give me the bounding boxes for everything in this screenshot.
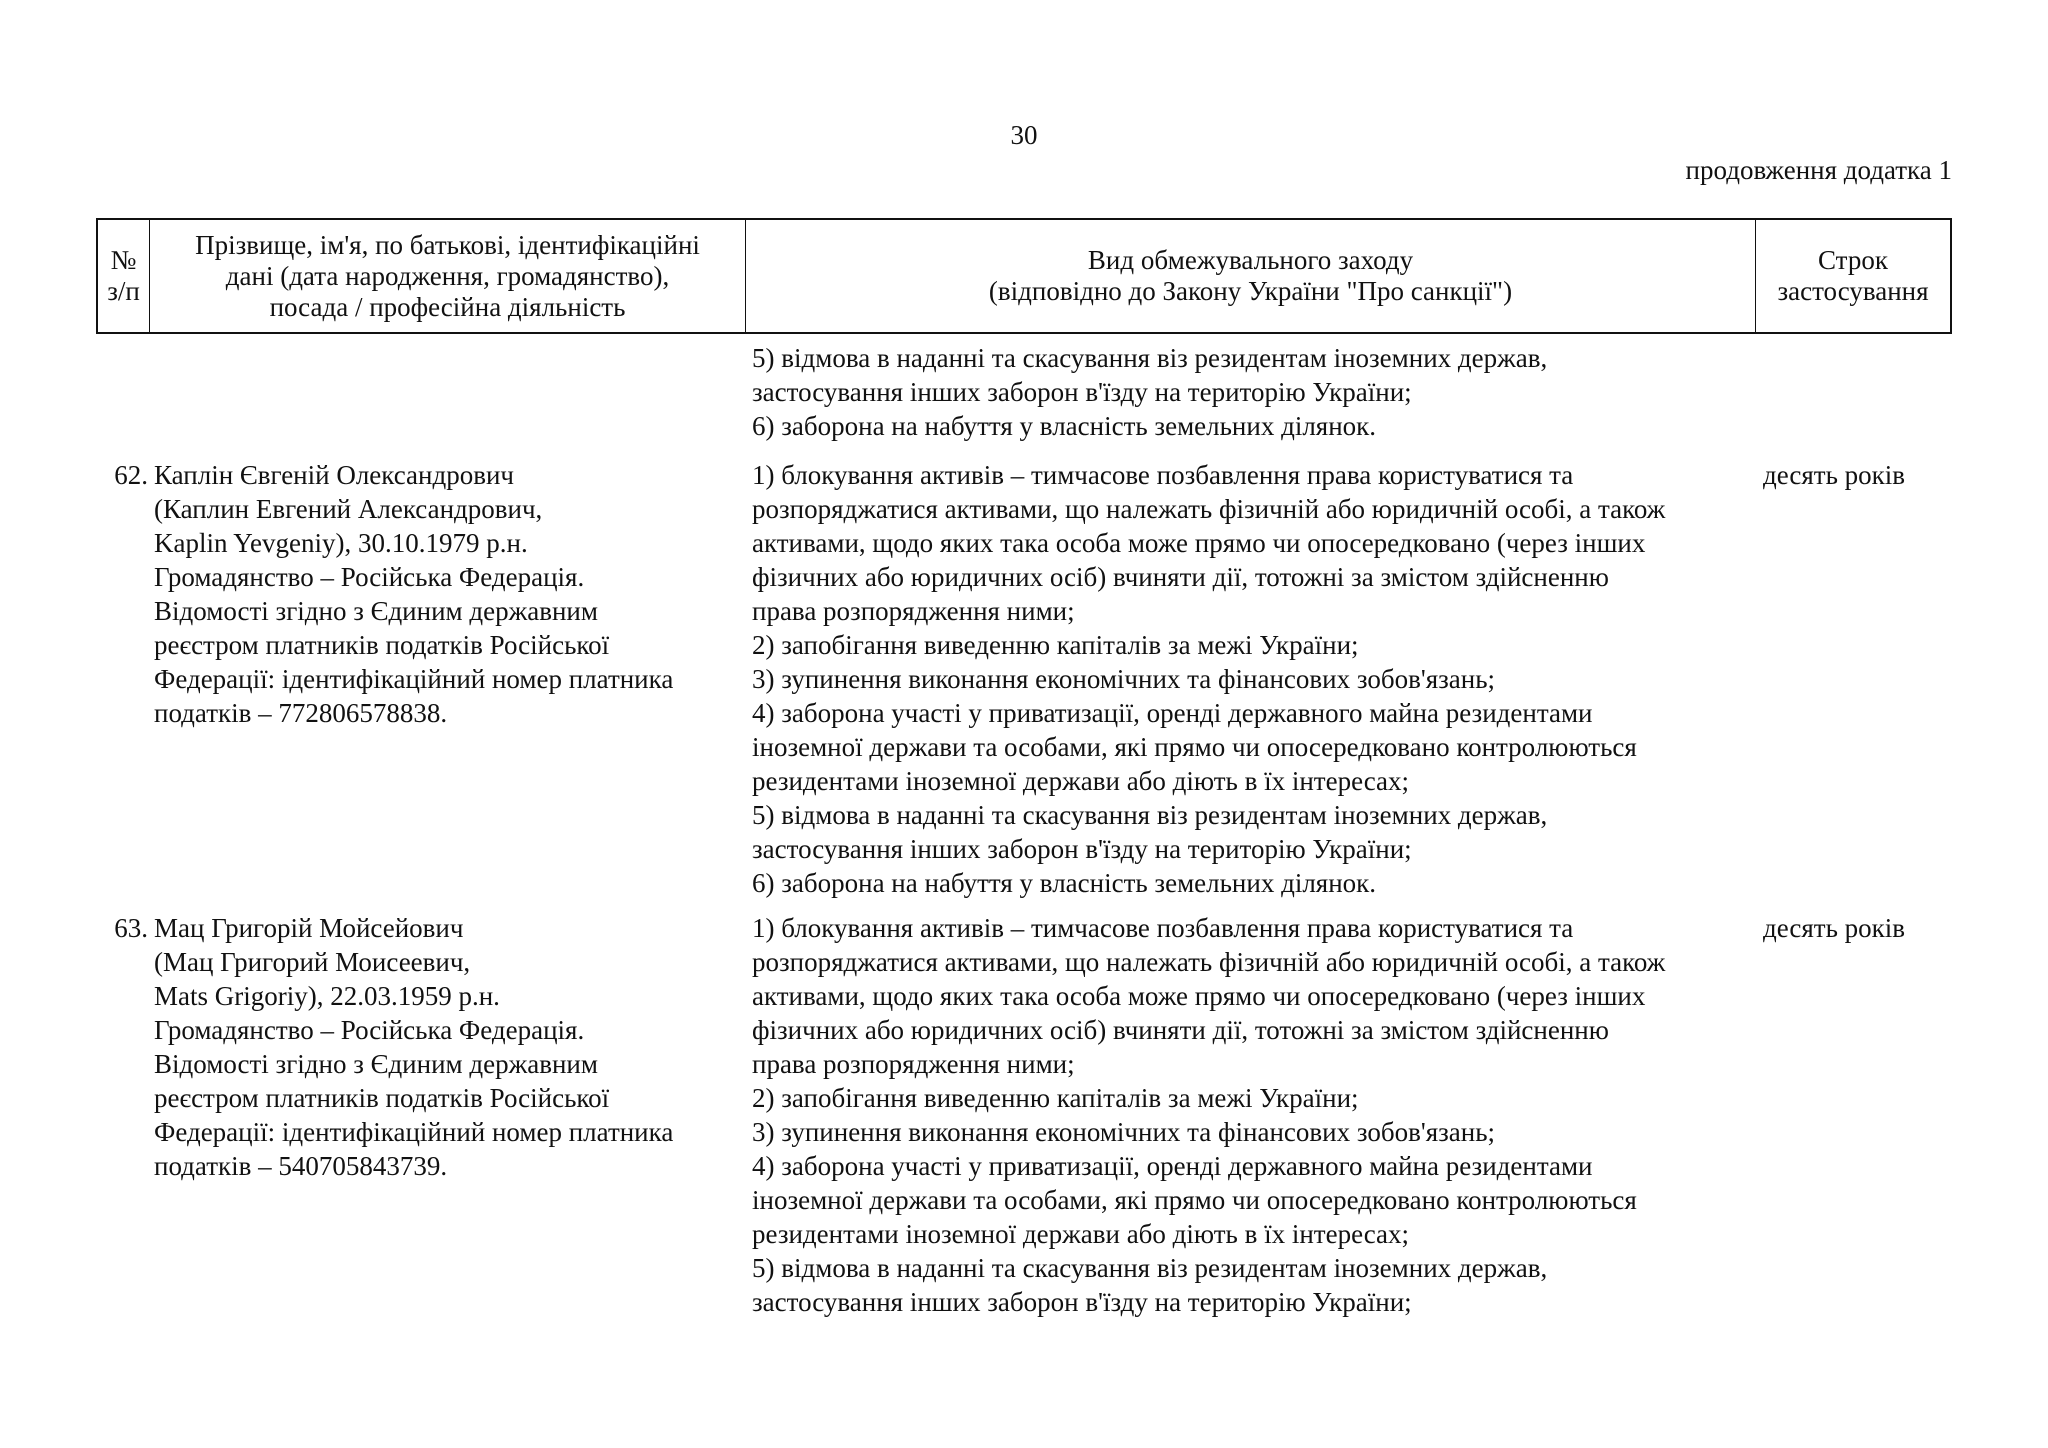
person-name: Мац Григорій Мойсейович [154, 913, 464, 943]
measure-line: застосування інших заборон в'їзду на територію України; [752, 377, 1412, 407]
person-detail-line: Kaplin Yevgeniy), 30.10.1979 р.н. [154, 528, 528, 558]
measure-line: активами, щодо яких така особа може прямо чи опосередковано (через інших [752, 981, 1646, 1011]
header-restrictive-measure [746, 220, 1756, 332]
person-detail-line: Відомості згідно з Єдиним державним [154, 596, 598, 626]
measure-line: 6) заборона на набуття у власність земельних ділянок. [752, 868, 1377, 898]
header-number-line: з/п [107, 276, 140, 306]
entry-person-details [154, 911, 734, 1183]
entry-term: десять років [1763, 913, 1906, 943]
person-detail-line: Федерації: ідентифікаційний номер платника [154, 664, 674, 694]
measure-line: 3) зупинення виконання економічних та фінансових зобов'язань; [752, 664, 1496, 694]
measure-line: права розпорядження ними; [752, 1049, 1075, 1079]
header-person-line: дані (дата народження, громадянство), [225, 260, 670, 291]
annex-continuation-note: продовження додатка 1 [1685, 155, 1952, 185]
entry-measures [752, 458, 1762, 900]
person-detail-line: Відомості згідно з Єдиним державним [154, 1049, 598, 1079]
header-term-line: Строк [1818, 245, 1888, 275]
person-detail-line: Громадянство – Російська Федерація. [154, 562, 585, 592]
measure-line: іноземної держави та особами, які прямо чи опосередковано контролюються [752, 1185, 1637, 1215]
measure-line: застосування інших заборон в'їзду на територію України; [752, 834, 1412, 864]
measure-line: 6) заборона на набуття у власність земельних ділянок. [752, 411, 1377, 441]
header-person-line: посада / професійна діяльність [269, 291, 626, 322]
measure-line: резидентами іноземної держави або діють в їх інтересах; [752, 766, 1410, 796]
header-term-line: застосування [1777, 276, 1929, 306]
measure-line: 4) заборона участі у приватизації, оренді державного майна резидентами [752, 698, 1593, 728]
continuation-measures [752, 341, 1762, 443]
entry-number: 62. [114, 460, 148, 490]
person-detail-line: (Мац Григорий Моисеевич, [154, 947, 471, 977]
measure-line: 5) відмова в наданні та скасування віз резидентам іноземних держав, [752, 1253, 1548, 1283]
header-number [98, 220, 150, 332]
header-term [1756, 220, 1950, 332]
measure-line: застосування інших заборон в'їзду на територію України; [752, 1287, 1412, 1317]
person-detail-line: Федерації: ідентифікаційний номер платника [154, 1117, 674, 1147]
measure-line: 5) відмова в наданні та скасування віз резидентам іноземних держав, [752, 343, 1548, 373]
measure-line: 5) відмова в наданні та скасування віз резидентам іноземних держав, [752, 800, 1548, 830]
entry-person-details [154, 458, 734, 730]
person-detail-line: реєстром платників податків Російської [154, 630, 610, 660]
entry-number: 63. [114, 913, 148, 943]
measure-line: 2) запобігання виведенню капіталів за межі України; [752, 1083, 1359, 1113]
person-name: Каплін Євгеній Олександрович [154, 460, 514, 490]
measure-line: 4) заборона участі у приватизації, оренді державного майна резидентами [752, 1151, 1593, 1181]
measure-line: 2) запобігання виведенню капіталів за межі України; [752, 630, 1359, 660]
measure-line: іноземної держави та особами, які прямо чи опосередковано контролюються [752, 732, 1637, 762]
person-detail-line: реєстром платників податків Російської [154, 1083, 610, 1113]
measure-line: активами, щодо яких така особа може прямо чи опосередковано (через інших [752, 528, 1646, 558]
measure-line: 1) блокування активів – тимчасове позбавлення права користуватися та [752, 913, 1574, 943]
header-measure-line: Вид обмежувального заходу [1087, 245, 1414, 275]
measure-line: права розпорядження ними; [752, 596, 1075, 626]
entry-measures [752, 911, 1762, 1319]
header-person-details [150, 220, 746, 332]
measure-line: фізичних або юридичних осіб) вчиняти дії, тотожні за змістом здійсненню [752, 1015, 1609, 1045]
measure-line: 3) зупинення виконання економічних та фінансових зобов'язань; [752, 1117, 1496, 1147]
person-detail-line: Mats Grigoriy), 22.03.1959 р.н. [154, 981, 500, 1011]
entry-term: десять років [1763, 460, 1906, 490]
measure-line: резидентами іноземної держави або діють в їх інтересах; [752, 1219, 1410, 1249]
table-header [96, 218, 1952, 334]
header-person-line: Прізвище, ім'я, по батькові, ідентифікаційні [195, 229, 700, 260]
measure-line: розпоряджатися активами, що належать фізичній або юридичній особі, а також [752, 494, 1666, 524]
measure-line: розпоряджатися активами, що належать фізичній або юридичній особі, а також [752, 947, 1666, 977]
page-number: 30 [1010, 120, 1038, 150]
measure-line: 1) блокування активів – тимчасове позбавлення права користуватися та [752, 460, 1574, 490]
person-detail-line: податків – 540705843739. [154, 1151, 448, 1181]
header-measure-line: (відповідно до Закону України "Про санкції") [988, 276, 1513, 306]
person-detail-line: (Каплин Евгений Александрович, [154, 494, 543, 524]
person-detail-line: податків – 772806578838. [154, 698, 448, 728]
measure-line: фізичних або юридичних осіб) вчиняти дії, тотожні за змістом здійсненню [752, 562, 1609, 592]
person-detail-line: Громадянство – Російська Федерація. [154, 1015, 585, 1045]
header-number-line: № [110, 245, 137, 275]
